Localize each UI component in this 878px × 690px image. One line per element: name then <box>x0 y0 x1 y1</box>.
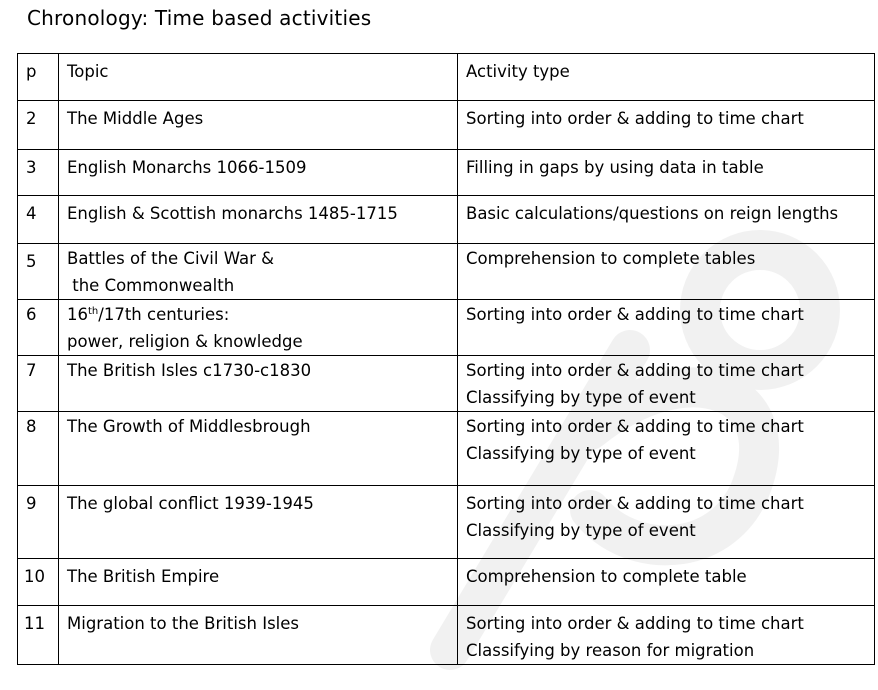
page-number: 2 <box>18 101 59 150</box>
topic-line: The Growth of Middlesbrough <box>67 417 311 436</box>
table-row <box>18 300 875 356</box>
page-number: 3 <box>18 150 59 196</box>
topic-cell <box>59 412 458 486</box>
page-number: 6 <box>18 300 59 356</box>
activity-cell <box>458 356 875 412</box>
table-row <box>18 101 875 150</box>
topic-cell <box>59 300 458 356</box>
activity-cell <box>458 412 875 486</box>
table-row <box>18 559 875 606</box>
activity-line: Basic calculations/questions on reign lengths <box>466 204 839 223</box>
activity-cell <box>458 196 875 244</box>
topic-line: The British Isles c1730-c1830 <box>67 361 312 380</box>
activity-cell <box>458 606 875 665</box>
topic-cell <box>59 196 458 244</box>
activity-cell <box>458 101 875 150</box>
topic-rest: /17th centuries: <box>98 305 230 324</box>
table-row <box>18 244 875 300</box>
topic-cell <box>59 150 458 196</box>
header-topic: Topic <box>59 54 458 101</box>
activity-cell <box>458 559 875 606</box>
activity-cell <box>458 244 875 300</box>
topic-line: The British Empire <box>67 567 220 586</box>
table-row <box>18 356 875 412</box>
page-title: Chronology: Time based activities <box>27 6 372 30</box>
activity-cell <box>458 486 875 559</box>
activity-line: Filling in gaps by using data in table <box>466 158 764 177</box>
table-row <box>18 150 875 196</box>
activity-line: Sorting into order & adding to time chart <box>466 109 804 128</box>
topic-line: English & Scottish monarchs 1485-1715 <box>67 204 398 223</box>
table-row <box>18 412 875 486</box>
activity-line: Sorting into order & adding to time chart <box>466 305 804 324</box>
activity-line: Sorting into order & adding to time chart <box>466 494 804 513</box>
topic-line: English Monarchs 1066-1509 <box>67 158 307 177</box>
page-number: 7 <box>18 356 59 412</box>
page-number: 9 <box>18 486 59 559</box>
table-row <box>18 196 875 244</box>
activity-table <box>17 53 875 665</box>
activity-line: Classifying by type of event <box>466 388 696 407</box>
topic-cell <box>59 101 458 150</box>
table-row <box>18 486 875 559</box>
page-number: 4 <box>18 196 59 244</box>
topic-cell <box>59 559 458 606</box>
topic-cell <box>59 486 458 559</box>
topic-line: The Middle Ages <box>67 109 204 128</box>
table-row <box>18 606 875 665</box>
ordinal-suffix: th <box>88 306 99 317</box>
topic-cell <box>59 606 458 665</box>
activity-line: Classifying by reason for migration <box>466 641 755 660</box>
table-header-row <box>18 54 875 101</box>
page-number: 11 <box>18 606 59 665</box>
topic-line: power, religion & knowledge <box>67 332 303 351</box>
header-activity-type: Activity type <box>458 54 875 101</box>
activity-line: Sorting into order & adding to time chart <box>466 614 804 633</box>
topic-ordinal: 16 <box>67 305 88 324</box>
topic-cell <box>59 244 458 300</box>
page-number: 10 <box>18 559 59 606</box>
topic-cell <box>59 356 458 412</box>
topic-line <box>67 301 449 328</box>
activity-line: Comprehension to complete table <box>466 567 747 586</box>
activity-line: Sorting into order & adding to time chart <box>466 361 804 380</box>
topic-line: Migration to the British Isles <box>67 614 300 633</box>
activity-line: Classifying by type of event <box>466 444 696 463</box>
header-page: p <box>18 54 59 101</box>
activity-cell <box>458 300 875 356</box>
topic-line: the Commonwealth <box>67 276 235 295</box>
page-number: 8 <box>18 412 59 486</box>
activity-line: Comprehension to complete tables <box>466 249 756 268</box>
activity-cell <box>458 150 875 196</box>
activity-line: Sorting into order & adding to time chart <box>466 417 804 436</box>
topic-line: Battles of the Civil War & <box>67 249 274 268</box>
activity-line: Classifying by type of event <box>466 521 696 540</box>
topic-line: The global conflict 1939-1945 <box>67 494 314 513</box>
page-number: 5 <box>18 244 59 300</box>
